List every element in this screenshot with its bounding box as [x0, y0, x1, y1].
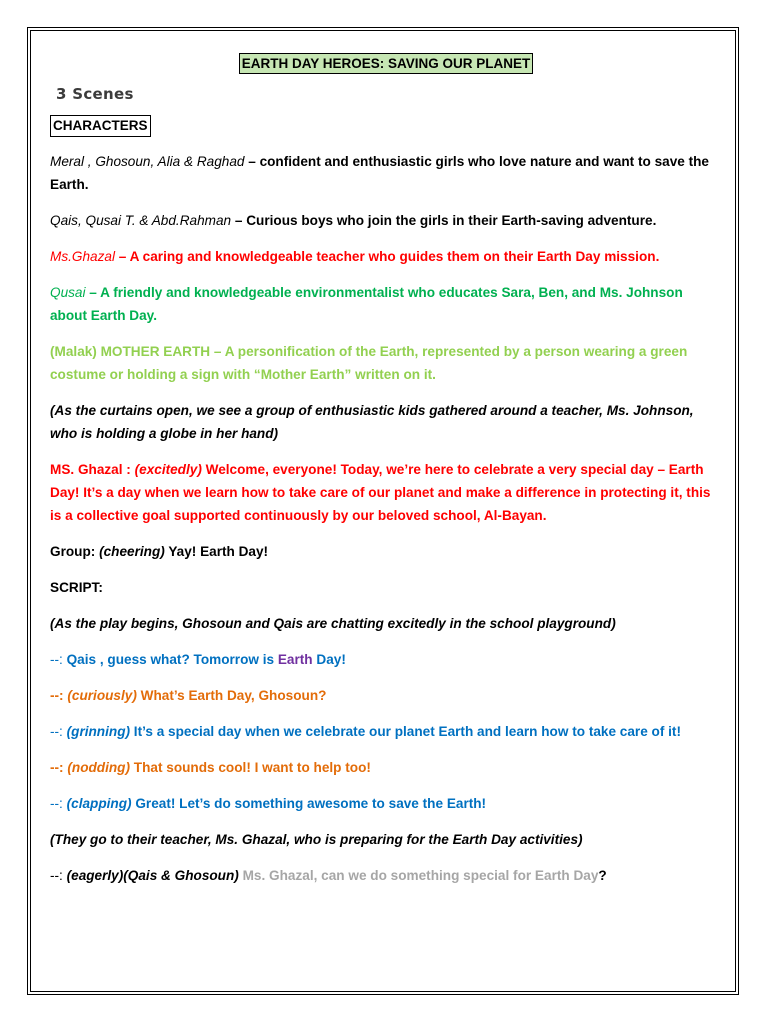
speaker-name: Group:	[50, 544, 100, 559]
dialogue-group	[50, 540, 722, 563]
script-label: SCRIPT:	[50, 580, 103, 595]
document-title: EARTH DAY HEROES: SAVING OUR PLANET	[239, 53, 534, 74]
dash-prefix: --:	[50, 688, 68, 703]
stage-cue: (grinning)	[66, 724, 131, 739]
dialogue-text: Ms. Ghazal, can we do something special for Earth Day	[238, 868, 599, 883]
dash-prefix: --:	[50, 652, 67, 667]
dialogue-line	[50, 720, 722, 743]
speaker-name: MS. Ghazal :	[50, 462, 135, 477]
dash-prefix: --:	[50, 724, 67, 739]
stage-cue: (eagerly)(Qais & Ghosoun)	[66, 868, 239, 883]
dialogue-text: Welcome, everyone! Today, we’re here to celebrate a very special day – Earth Day! It’s a day when we learn how to take care of our planet and make a difference in protecting it, this is a collective goal supported continuously by our beloved school, Al-Bayan.	[50, 462, 711, 523]
dialogue-line	[50, 684, 722, 707]
document-body	[50, 52, 722, 900]
stage-cue: (cheering)	[99, 544, 165, 559]
character-boys	[50, 209, 722, 232]
dialogue-text: Yay! Earth Day!	[164, 544, 269, 559]
dash-prefix: --:	[50, 760, 68, 775]
stage-cue: (excitedly)	[134, 462, 202, 477]
character-names: Ms.Ghazal	[50, 249, 115, 264]
stage-cue: (nodding)	[67, 760, 131, 775]
dialogue-line	[50, 792, 722, 815]
characters-label: CHARACTERS	[50, 115, 151, 137]
character-names: Qusai	[50, 285, 90, 300]
dialogue-text: Qais , guess what? Tomorrow is	[66, 652, 278, 667]
character-desc: – confident and enthusiastic girls who love nature and want to save the Earth.	[50, 154, 709, 192]
dash-prefix: --:	[50, 796, 67, 811]
dialogue-text: Day!	[312, 652, 346, 667]
dash-prefix: --:	[50, 868, 67, 883]
dialogue-line	[50, 648, 722, 671]
highlighted-word: Earth	[277, 652, 313, 667]
question-mark: ?	[598, 868, 607, 883]
stage-direction-teacher: (They go to their teacher, Ms. Ghazal, who is preparing for the Earth Day activities)	[50, 832, 583, 847]
character-environmentalist	[50, 281, 722, 327]
stage-cue: (curiously)	[67, 688, 137, 703]
dialogue-line-final	[50, 864, 722, 887]
character-desc: – A friendly and knowledgeable environmentalist who educates Sara, Ben, and Ms. Johnson about Earth Day.	[50, 285, 683, 323]
stage-direction-playground: (As the play begins, Ghosoun and Qais are chatting excitedly in the school playground)	[50, 616, 616, 631]
dialogue-line	[50, 756, 722, 779]
scenes-heading: 3 Scenes	[56, 85, 134, 103]
characters-heading	[50, 114, 722, 137]
dialogue-text: What’s Earth Day, Ghosoun?	[136, 688, 327, 703]
character-names: Qais, Qusai T. & Abd.Rahman	[50, 213, 232, 228]
title-wrap	[50, 52, 722, 75]
character-mother-earth: (Malak) MOTHER EARTH – A personification of the Earth, represented by a person wearing a green costume or holding a sign with “Mother Earth” written on it.	[50, 344, 688, 382]
character-names: Meral , Ghosoun, Alia & Raghad	[50, 154, 245, 169]
dialogue-text: That sounds cool! I want to help too!	[130, 760, 371, 775]
stage-cue: (clapping)	[66, 796, 132, 811]
character-desc: – A caring and knowledgeable teacher who guides them on their Earth Day mission.	[114, 249, 660, 264]
dialogue-text: It’s a special day when we celebrate our planet Earth and learn how to take care of it!	[130, 724, 681, 739]
character-girls	[50, 150, 722, 196]
dialogue-text: Great! Let’s do something awesome to save the Earth!	[131, 796, 487, 811]
dialogue-ms-ghazal	[50, 458, 722, 527]
character-teacher	[50, 245, 722, 268]
stage-direction-opening: (As the curtains open, we see a group of enthusiastic kids gathered around a teacher, Ms. Johnson, who is holding a globe in her hand)	[50, 403, 694, 441]
character-desc: – Curious boys who join the girls in their Earth-saving adventure.	[231, 213, 657, 228]
